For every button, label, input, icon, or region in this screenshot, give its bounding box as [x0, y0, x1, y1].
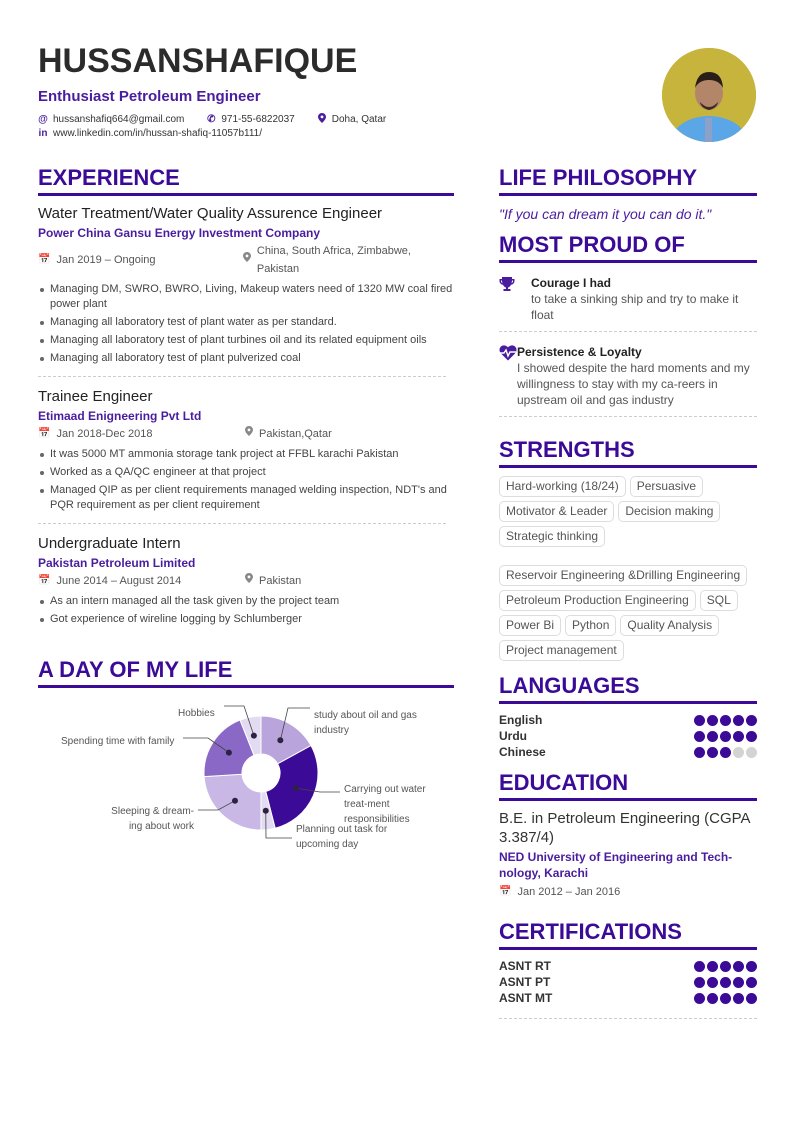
- chart-label-study: study about oil and gas industry: [314, 710, 417, 736]
- rating-dot-filled: [707, 747, 718, 758]
- strength-tag: Motivator & Leader: [499, 501, 614, 522]
- map-pin-icon: [317, 113, 327, 126]
- divider: [38, 376, 446, 377]
- proud-item: [499, 271, 757, 329]
- phone-icon: ✆: [207, 113, 216, 125]
- education-heading: EDUCATION: [499, 770, 757, 801]
- strength-tag: Reservoir Engineering &Drilling Engineering: [499, 565, 747, 586]
- job-location: Pakistan,Qatar: [259, 428, 332, 440]
- linkedin-contact[interactable]: [38, 128, 262, 139]
- contact-info: [38, 112, 408, 140]
- proud-desc: to take a sinking ship and try to make it float: [530, 292, 739, 322]
- rating-dot-filled: [720, 731, 731, 742]
- rating-dot-filled: [746, 993, 757, 1004]
- language-name: Urdu: [499, 729, 527, 743]
- calendar-icon: 📅: [38, 428, 51, 439]
- rating-dot-filled: [694, 715, 705, 726]
- rating-dot-filled: [746, 731, 757, 742]
- rating-dot-filled: [733, 993, 744, 1004]
- rating-dot-filled: [694, 993, 705, 1004]
- rating-dot-filled: [707, 715, 718, 726]
- languages-list: [499, 712, 757, 760]
- certification-row: [499, 974, 757, 990]
- calendar-icon: 📅: [38, 254, 51, 265]
- rating-dot-empty: [746, 747, 757, 758]
- rating-dots: [692, 977, 757, 988]
- job-company: Etimaad Enigneering Pvt Ltd: [38, 409, 202, 423]
- strength-tag: Decision making: [618, 501, 720, 522]
- avatar: [662, 48, 756, 142]
- education-school: NED University of Engineering and Tech-nology, Karachi: [499, 850, 733, 880]
- rating-dot-filled: [733, 731, 744, 742]
- day-of-life-heading: A DAY OF MY LIFE: [38, 657, 454, 688]
- job-title: Water Treatment/Water Quality Assurence Engineer: [38, 205, 383, 222]
- bullet-item: Managing all laboratory test of plant turbines oil and its related equipment oils: [38, 333, 454, 348]
- proud-title: Courage I had: [530, 276, 611, 290]
- strength-tag: Quality Analysis: [620, 615, 719, 636]
- strengths-tags-technical: [499, 565, 757, 665]
- certifications-heading: CERTIFICATIONS: [499, 919, 757, 950]
- job-location: China, South Africa, Zimbabwe, Pakistan: [256, 245, 411, 275]
- job-bullets: [38, 282, 454, 366]
- strength-tag: Petroleum Production Engineering: [499, 590, 696, 611]
- bullet-item: Managing all laboratory test of plant water as per standard.: [38, 315, 454, 330]
- proud-desc: I showed despite the hard moments and my willingness to stay with my ca-reers in upstream oil and gas industry: [517, 361, 750, 407]
- divider: [38, 523, 446, 524]
- linkedin-text: www.linkedin.com/in/hussan-shafiq-11057b111/: [53, 127, 263, 139]
- job-title: Undergraduate Intern: [38, 535, 181, 552]
- job-date: Jan 2018-Dec 2018: [56, 428, 153, 440]
- strength-tag: Hard-working (18/24): [499, 476, 626, 497]
- job-title: Trainee Engineer: [38, 388, 153, 405]
- at-icon: @: [38, 113, 48, 125]
- rating-dot-filled: [694, 961, 705, 972]
- job-entry: [38, 387, 454, 513]
- candidate-name: HUSSANSHAFIQUE: [38, 42, 358, 80]
- rating-dot-filled: [720, 747, 731, 758]
- divider: [499, 416, 757, 417]
- rating-dot-filled: [720, 993, 731, 1004]
- rating-dot-filled: [694, 731, 705, 742]
- phone-text: 971-55-6822037: [221, 113, 295, 125]
- chart-label-family: Spending time with family: [61, 736, 175, 747]
- education-degree: B.E. in Petroleum Engineering (CGPA 3.387/4): [499, 810, 750, 846]
- rating-dots: [692, 731, 757, 742]
- strengths-heading: STRENGTHS: [499, 437, 757, 468]
- calendar-icon: 📅: [499, 886, 512, 897]
- language-name: Chinese: [499, 745, 546, 759]
- certifications-list: [499, 958, 757, 1006]
- trophy-icon: [499, 275, 531, 323]
- strength-tag: Strategic thinking: [499, 526, 605, 547]
- languages-heading: LANGUAGES: [499, 673, 757, 704]
- rating-dot-filled: [733, 977, 744, 988]
- language-row: [499, 744, 757, 760]
- rating-dot-filled: [707, 731, 718, 742]
- location-contact: [317, 113, 386, 126]
- calendar-icon: 📅: [38, 575, 51, 586]
- life-philosophy-heading: LIFE PHILOSOPHY: [499, 165, 757, 196]
- rating-dots: [692, 715, 757, 726]
- job-entry: [38, 534, 454, 627]
- chart-label-planning: Planning out task for upcoming day: [296, 824, 388, 850]
- bullet-item: Got experience of wireline logging by Schlumberger: [38, 612, 454, 627]
- rating-dot-filled: [720, 961, 731, 972]
- chart-label-hobbies: Hobbies: [178, 708, 215, 719]
- proud-title: Persistence & Loyalty: [517, 345, 642, 359]
- job-date: Jan 2019 – Ongoing: [56, 254, 156, 266]
- proud-heading: MOST PROUD OF: [499, 232, 757, 263]
- rating-dot-filled: [746, 961, 757, 972]
- rating-dot-empty: [733, 747, 744, 758]
- rating-dot-filled: [733, 961, 744, 972]
- strengths-tags-soft: [499, 476, 757, 551]
- job-location: Pakistan: [259, 575, 302, 587]
- rating-dot-filled: [694, 747, 705, 758]
- job-bullets: [38, 594, 454, 627]
- chart-label-water-treatment: Carrying out water treat-ment responsibilities: [344, 784, 426, 825]
- rating-dot-filled: [720, 977, 731, 988]
- language-row: [499, 712, 757, 728]
- education-date: Jan 2012 – Jan 2016: [517, 886, 621, 898]
- strength-tag: Project management: [499, 640, 624, 661]
- strength-tag: Python: [565, 615, 616, 636]
- map-pin-icon: [243, 251, 251, 269]
- rating-dot-filled: [733, 715, 744, 726]
- email-contact[interactable]: [38, 114, 184, 125]
- job-entry: [38, 204, 454, 366]
- bullet-item: Managing all laboratory test of plant pulverized coal: [38, 351, 454, 366]
- heartbeat-icon: [499, 344, 517, 408]
- chart-label-sleeping: Sleeping & dream-ing about work: [111, 806, 194, 832]
- proud-item: [499, 340, 757, 414]
- rating-dot-filled: [707, 961, 718, 972]
- job-bullets: [38, 447, 454, 513]
- day-of-life-donut-chart: [38, 698, 454, 848]
- map-pin-icon: [245, 425, 253, 443]
- rating-dot-filled: [746, 977, 757, 988]
- certification-row: [499, 958, 757, 974]
- email-text: hussanshafiq664@gmail.com: [53, 113, 185, 125]
- map-pin-icon: [245, 572, 253, 590]
- divider: [499, 1018, 757, 1019]
- strength-tag: SQL: [700, 590, 738, 611]
- rating-dot-filled: [707, 993, 718, 1004]
- certification-name: ASNT RT: [499, 959, 551, 973]
- strength-tag: Persuasive: [630, 476, 703, 497]
- certification-name: ASNT PT: [499, 975, 551, 989]
- philosophy-quote: "If you can dream it you can do it.": [499, 206, 712, 222]
- left-column: [38, 165, 454, 848]
- right-column: [499, 165, 757, 1027]
- bullet-item: Worked as a QA/QC engineer at that project: [38, 465, 454, 480]
- rating-dot-filled: [707, 977, 718, 988]
- rating-dot-filled: [720, 715, 731, 726]
- language-name: English: [499, 713, 543, 727]
- rating-dot-filled: [694, 977, 705, 988]
- rating-dot-filled: [746, 715, 757, 726]
- candidate-title: Enthusiast Petroleum Engineer: [38, 88, 261, 105]
- job-company: Pakistan Petroleum Limited: [38, 556, 196, 570]
- certification-name: ASNT MT: [499, 991, 553, 1005]
- certification-row: [499, 990, 757, 1006]
- bullet-item: Managing DM, SWRO, BWRO, Living, Makeup waters need of 1320 MW coal fired power plant: [38, 282, 454, 312]
- phone-contact[interactable]: [206, 114, 294, 125]
- job-company: Power China Gansu Energy Investment Company: [38, 226, 321, 240]
- language-row: [499, 728, 757, 744]
- rating-dots: [692, 747, 757, 758]
- bullet-item: As an intern managed all the task given by the project team: [38, 594, 454, 609]
- experience-heading: EXPERIENCE: [38, 165, 454, 196]
- strength-tag: Power Bi: [499, 615, 561, 636]
- bullet-item: Managed QIP as per client requirements managed welding inspection, NDT's and PQR requirement as per client requirement: [38, 483, 454, 513]
- bullet-item: It was 5000 MT ammonia storage tank project at FFBL karachi Pakistan: [38, 447, 454, 462]
- rating-dots: [692, 961, 757, 972]
- location-text: Doha, Qatar: [331, 113, 387, 125]
- job-date: June 2014 – August 2014: [56, 575, 182, 587]
- linkedin-icon: in: [38, 127, 48, 139]
- divider: [499, 331, 757, 332]
- rating-dots: [692, 993, 757, 1004]
